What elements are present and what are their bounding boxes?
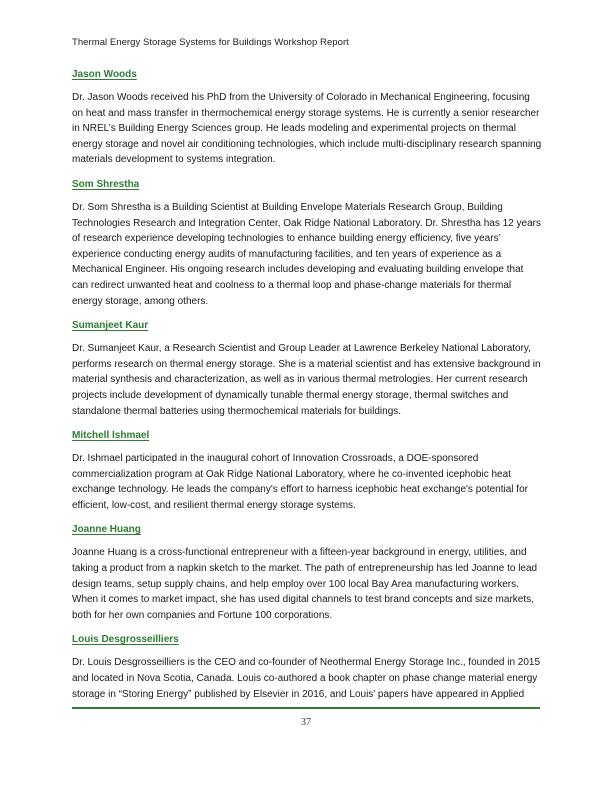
bio-text: Dr. Sumanjeet Kaur, a Research Scientist and Group Leader at Lawrence Berkeley National Laboratory, performs research on thermal energy storage. She is a material scientist and has extensive background in material synthesis and characterization, as well as in various thermal metrologies. Her current research projects include development of dynamically tunable thermal energy storage, thermal switches and standalone thermal batteries using thermochemical materials for buildings. [72, 343, 541, 417]
footer-divider [72, 707, 540, 709]
bio-text: Dr. Som Shrestha is a Building Scientist at Building Envelope Materials Research Group, Building Technologies Research and Integration Center, Oak Ridge National Laboratory. Dr. Shrestha has 12 years of research experience developing technologies to enhance building energy efficiency, five years’ experience conducting energy audits of manufacturing facilities, and ten years of experience as a Mechanical Engineer. His ongoing research includes developing and evaluating building envelope that can redirect unwanted heat and coolness to a thermal loop and phase-change materials for thermal energy storage, among others. [72, 201, 541, 307]
page-number: 37 [301, 717, 311, 728]
bio-entry [72, 319, 542, 419]
bio-text: Dr. Jason Woods received his PhD from the University of Colorado in Mechanical Engineering, focusing on heat and mass transfer in thermochemical energy storage systems. He is currently a senior researcher in NREL’s Building Energy Sciences group. He leads modeling and experimental projects on thermal energy storage and novel air conditioning technologies, which include multi-disciplinary research spanning materials development to systems integration. [72, 92, 542, 166]
bio-entry [72, 429, 542, 513]
bio-text: Joanne Huang is a cross-functional entrepreneur with a fifteen-year background in energy, utilities, and taking a product from a napkin sketch to the market. The path of entrepreneurship has led Joanne to lead design teams, setup supply chains, and help employ over 100 local Bay Area manufacturing workers. When it comes to market impact, she has used digital channels to test brand concepts and size markets, both for her own companies and Fortune 100 corporations. [72, 547, 538, 621]
bio-text: Dr. Ishmael participated in the inaugural cohort of Innovation Crossroads, a DOE-sponsored commercialization program at Oak Ridge National Laboratory, where he co-invented icephobic heat exchange technology. He leads the company's effort to harness icephobic heat exchange's potential for efficient, low-cost, and resilient thermal energy storage systems. [72, 453, 528, 511]
bio-name: Som Shrestha [72, 178, 140, 190]
bios-section [72, 68, 542, 712]
bio-entry [72, 633, 542, 702]
bio-name: Joanne Huang [72, 524, 141, 536]
bio-name: Mitchell Ishmael [72, 430, 150, 442]
bio-name: Sumanjeet Kaur [72, 320, 149, 332]
bio-entry [72, 523, 542, 623]
bio-entry [72, 178, 542, 309]
bio-name: Jason Woods [72, 69, 137, 80]
bio-text: Dr. Louis Desgrosseilliers is the CEO and co-founder of Neothermal Energy Storage Inc., founded in 2015 and located in Nova Scotia, Canada. Louis co-authored a book chapter on phase change material energy storage in “Storing Energy” published by Elsevier in 2016, and Louis’ papers have appeared in Applied [72, 657, 541, 700]
bio-name: Louis Desgrosseilliers [72, 634, 179, 646]
bio-entry [72, 68, 542, 168]
running-header: Thermal Energy Storage Systems for Buildings Workshop Report [72, 37, 349, 48]
